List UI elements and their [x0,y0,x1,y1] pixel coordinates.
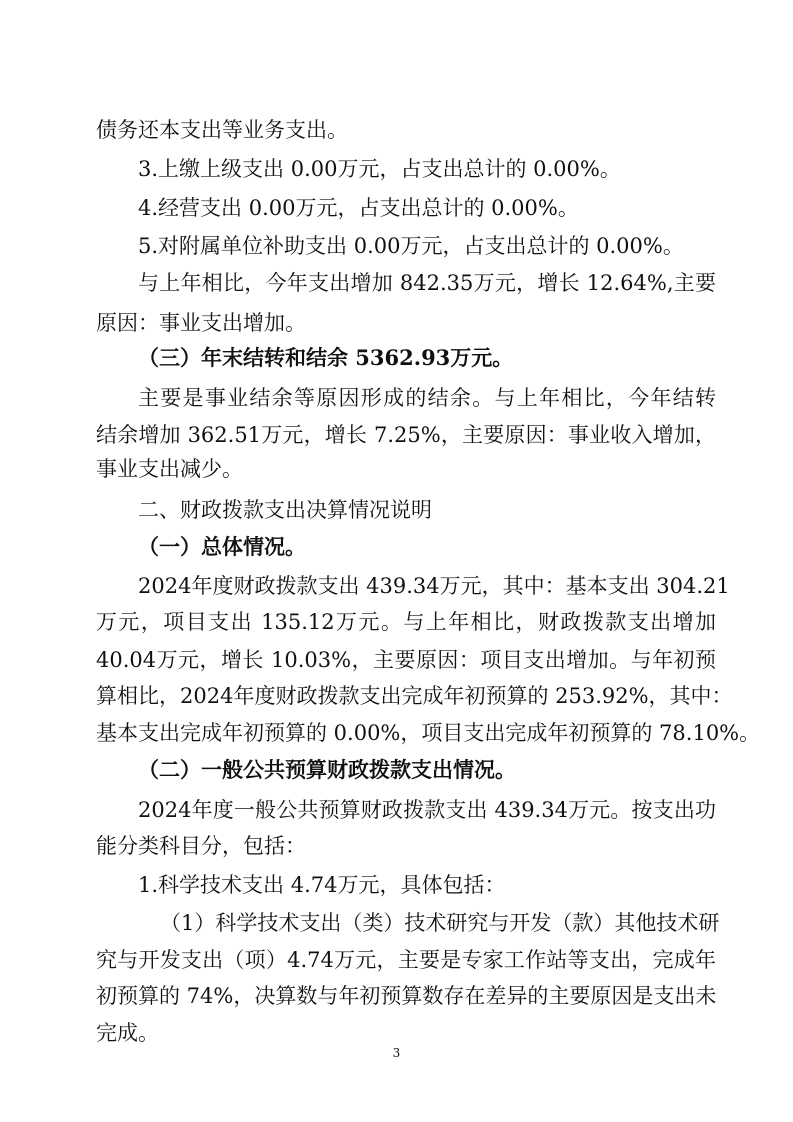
paragraph-line: 1.科学技术支出 4.74万元，具体包括： [138,873,506,897]
paragraph-line: 主要是事业结余等原因形成的结余。与上年相比，今年结转 [138,386,716,410]
paragraph-line: 究与开发支出（项）4.74万元，主要是专家工作站等支出，完成年 [96,948,716,972]
paragraph-line: 初预算的 74%，决算数与年初预算数存在差异的主要原因是支出未 [96,984,717,1008]
page-number: 3 [392,1046,401,1060]
paragraph-line: 5.对附属单位补助支出 0.00万元，占支出总计的 0.00%。 [138,234,684,258]
section-heading: （一）总体情况。 [138,534,306,559]
paragraph-line: 2024年度一般公共预算财政拨款支出 439.34万元。按支出功 [138,798,716,822]
paragraph-line: 基本支出完成年初预算的 0.00%，项目支出完成年初预算的 78.10%。 [96,721,761,745]
paragraph-line: 与上年相比，今年支出增加 842.35万元，增长 12.64%,主要 [138,271,716,295]
paragraph-line: 算相比，2024年度财政拨款支出完成年初预算的 253.92%，其中： [96,684,733,708]
paragraph-line: 4.经营支出 0.00万元，占支出总计的 0.00%。 [138,196,579,220]
paragraph-line: 原因：事业支出增加。 [96,311,306,335]
section-heading: （二）一般公共预算财政拨款支出情况。 [138,757,516,782]
paragraph-line: 能分类科目分，包括： [96,834,306,858]
section-heading: 二、财政拨款支出决算情况说明 [138,498,432,522]
paragraph-line: 完成。 [96,1021,159,1045]
section-heading: （三）年末结转和结余 5362.93万元。 [138,345,514,370]
paragraph-line: 3.上缴上级支出 0.00万元，占支出总计的 0.00%。 [138,157,621,181]
paragraph-line: 债务还本支出等业务支出。 [96,118,348,142]
paragraph-line: 40.04万元，增长 10.03%，主要原因：项目支出增加。与年初预 [96,648,716,672]
paragraph-line: （1）科学技术支出（类）技术研究与开发（款）其他技术研 [160,911,720,935]
paragraph-line: 万元，项目支出 135.12万元。与上年相比，财政拨款支出增加 [96,610,716,634]
paragraph-line: 2024年度财政拨款支出 439.34万元，其中：基本支出 304.21 [138,574,730,598]
paragraph-line: 事业支出减少。 [96,457,243,481]
paragraph-line: 结余增加 362.51万元，增长 7.25%，主要原因：事业收入增加， [96,423,716,447]
